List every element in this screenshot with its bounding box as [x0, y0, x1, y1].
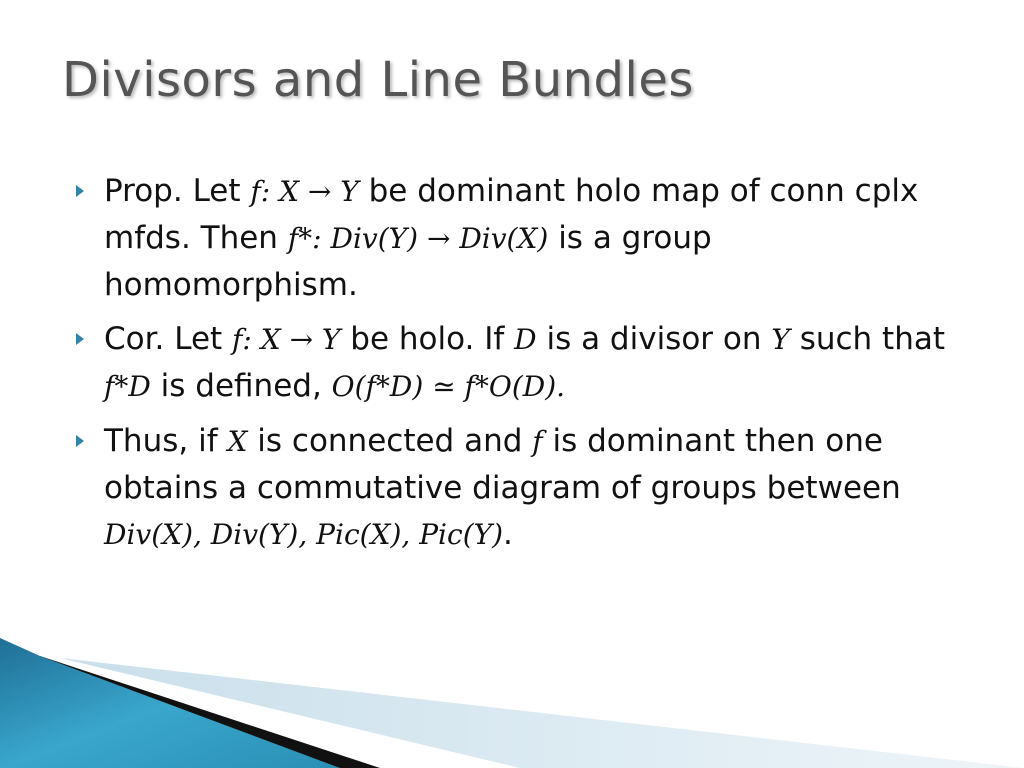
bullet-text: Prop. Let [104, 173, 251, 209]
slide-title: Divisors and Line Bundles [62, 52, 694, 108]
bullet-text: is defined, [150, 368, 332, 404]
math-expression: Y [771, 323, 790, 356]
decorative-wave [0, 638, 1024, 768]
bullet-item-corollary [74, 316, 974, 410]
bullet-text: be holo. If [340, 321, 515, 357]
bullet-text: Cor. Let [104, 321, 233, 357]
math-expression: f: X → Y [250, 175, 359, 208]
bullet-arrow-icon [76, 333, 84, 345]
math-expression: f [532, 425, 543, 458]
bullet-text: Thus, if [104, 423, 228, 459]
bullet-text: is dominant then one obtains a commutative diagram of groups between [104, 423, 901, 506]
math-expression: D [514, 323, 537, 356]
bullet-item-proposition [74, 168, 974, 308]
math-expression: Div(X), Div(Y), Pic(X), Pic(Y) [104, 518, 504, 551]
bullet-arrow-icon [76, 435, 84, 447]
math-expression: X [227, 425, 248, 458]
math-expression: O(f*D) ≃ f*O(D). [331, 370, 566, 403]
bullet-text: such that [789, 321, 946, 357]
bullet-list [74, 168, 974, 566]
bullet-text: is a group homomorphism. [104, 220, 712, 303]
bullet-text: is connected and [247, 423, 533, 459]
math-expression: f: X → Y [232, 323, 341, 356]
bullet-text: is a divisor on [536, 321, 772, 357]
bullet-item-conclusion [74, 418, 974, 558]
bullet-arrow-icon [76, 185, 84, 197]
bullet-text: . [503, 516, 513, 552]
bullet-text: be dominant holo map of conn cplx mfds. Then [104, 173, 919, 256]
math-expression: f*D [104, 370, 151, 403]
math-expression: f*: Div(Y) → Div(X) [287, 222, 549, 255]
